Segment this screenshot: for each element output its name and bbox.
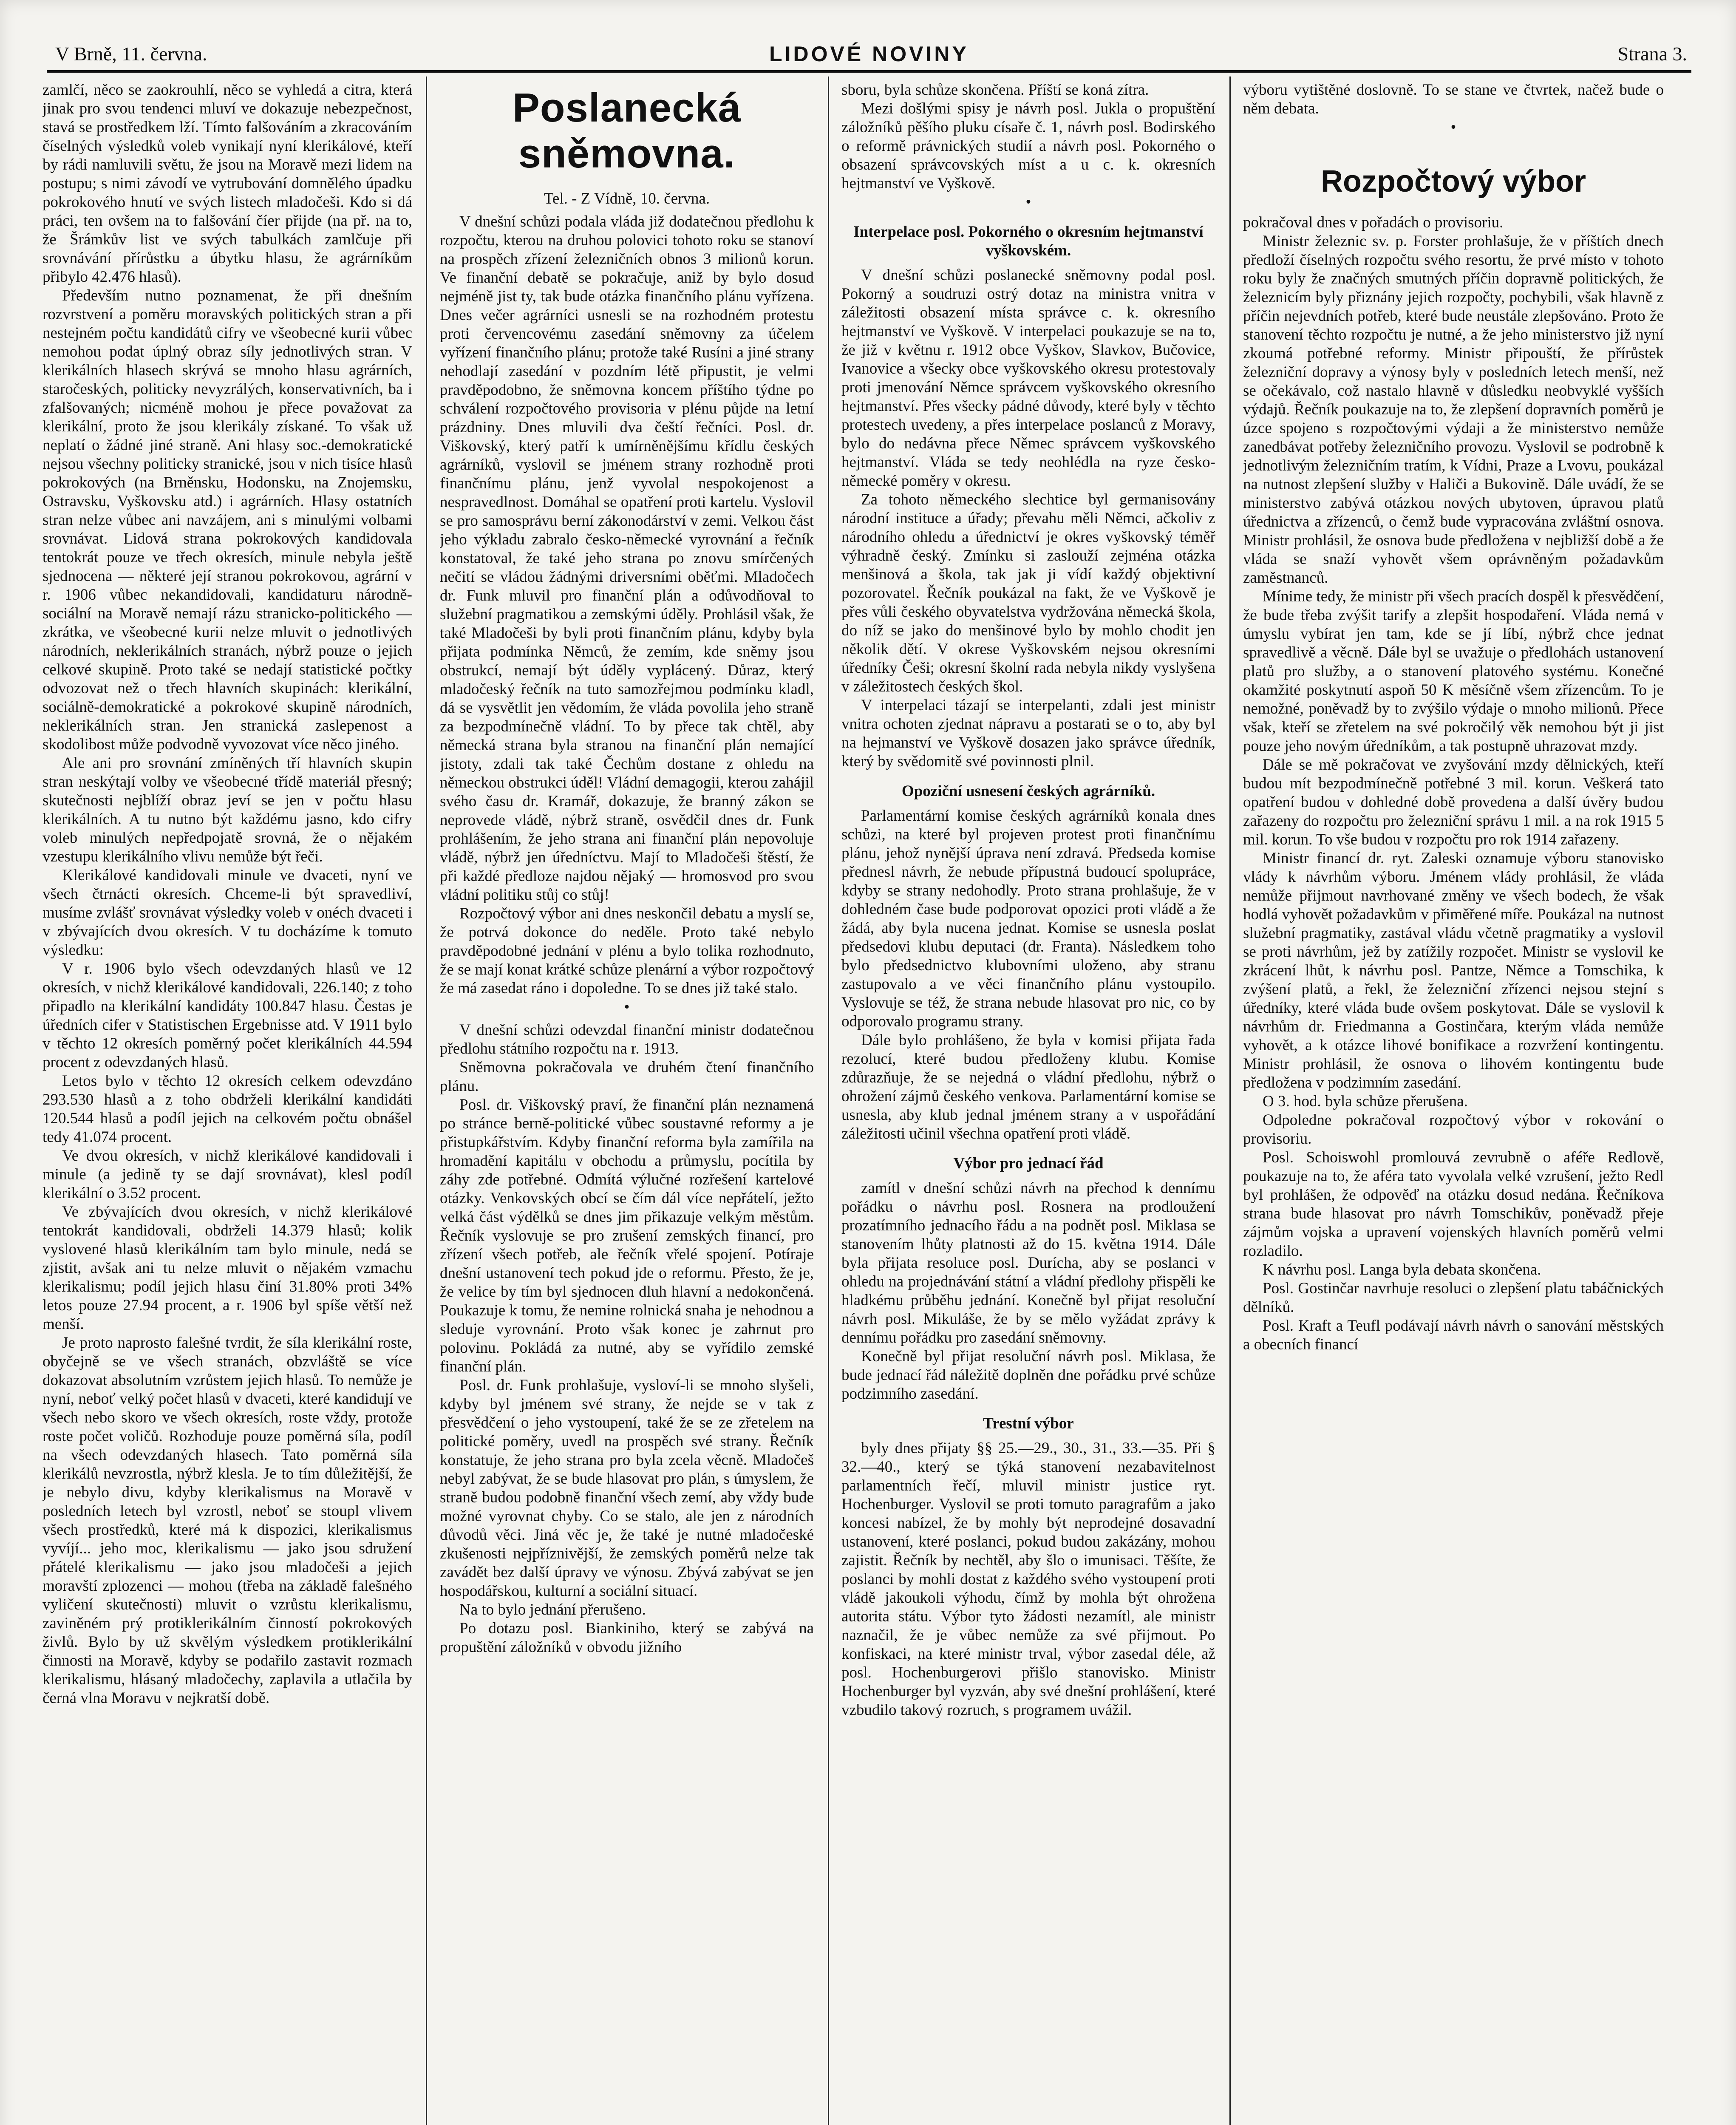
masthead-date: V Brně, 11. června. [55, 43, 207, 65]
article-paragraph: V dnešní schůzi odevzdal finanční ministr dodatečnou předlohu státního rozpočtu na r. 1913. [440, 1021, 814, 1057]
article-paragraph: Dále bylo prohlášeno, že byla v komisi přijata řada rezolucí, které budou předloženy klubu. Komise zdůrazňuje, že se nejedná o vládní předlohu, nýbrž o ohrožení zájmů českého venkova. Parlamentární komise se usnesla, aby klub jednal jménem strany a v uspořádání záležitosti učinil všechna opatření proti vládě. [841, 1031, 1215, 1142]
article-paragraph: Ministr financí dr. ryt. Zaleski oznamuje výboru stanovisko vlády k návrhům výboru. Jménem vlády prohlásil, že vláda nemůže přijmout navrhované změny ve všech bodech, že však hodlá vyhovět požadavkům v přiměřené míře. Poukázal na nutnost služební pragmatiky, zastával vládu včetně pragmatiky a vyslovil se proti návrhům, jež by zatížily rozpočet. Ministr se vyslovil ke zkrácení lhůt, k návrhu posl. Pantze, Němce a Tomschika, k zvýšení platů, a řekl, že železniční zřízenci nejsou stejní s úředníky, které vláda bude ovšem poskytovat. Dále se vyslovil k návrhům dr. Friedmanna a Gostinčara, kterým vláda nemůže vyhovět, a k otázce lihové bonifikace a rozvržení kontingentu. Ministr prohlásil, že osnova o lihovém kontingentu bude předložena v podzimním zasedání. [1243, 850, 1664, 1091]
article-paragraph: Mezi došlými spisy je návrh posl. Jukla o propuštění záložníků pěšího pluku císaře č. 1, návrh posl. Bodirského o reformě právnických studií a návrh posl. Pokorného o obsazení správcovských míst a u c. k. okresních hejtmanství ve Vyškově. [841, 100, 1215, 192]
article-paragraph: Ve zbývajících dvou okresích, v nichž klerikálové tentokrát kandidovali, obdrželi 14.379 hlasů; kolik vyslovené hlasů klerikálním tam bylo minule, nedá se zjistit, avšak ani tu nelze mluvit o nějakém vzmachu klerikalismu; podíl jejich hlasu činí 31.80% proti 34% letos pouze 27.94 procent, a r. 1906 byl spíše větší než menší. [42, 1203, 412, 1333]
article-paragraph: Mínime tedy, že ministr při všech pracích dospěl k přesvědčení, že bude třeba zvýšit tarify a zlepšit hospodaření. Vláda nemá v úmyslu vybírat jen tam, kde se jí líbí, nýbrž chce jednat spravedlivě a věcně. Dále byl se uvažuje o předlohách ustanovení platů pro služby, a o stanovení platového systému. Konečné okamžité poskytnutí aspoň 50 K měsíčně všem zřízencům. To je nemožné, poněvadž by to zvýšilo výdaje o mnoho milionů. Přece však, kteří se zřetelem na své pokročilý věk nemohou být ji jist pouze jeho novým úředníkům, a tak postupně uhrazovat mzdy. [1243, 588, 1664, 755]
article-paragraph: Dále se mě pokračovat ve zvyšování mzdy dělnických, kteří budou mít bezpodmínečně potřebné 3 mil. korun. Veškerá tato opatření budou v dohledné době provedena a další úvěry budou zařazeny do rozpočtu pro železniční správu 1 mil. a na rok 1915 5 mil. korun. To vše budou v rozpočtu pro rok 1914 zařazeny. [1243, 756, 1664, 848]
article-paragraph: V dnešní schůzi poslanecké sněmovny podal posl. Pokorný a soudruzi ostrý dotaz na ministra vnitra v záležitosti obsazení místa správce c. k. okresního hejtmanství ve Vyškově. V interpelaci poukazuje se na to, že již v květnu r. 1912 obce Vyškov, Slavkov, Bučovice, Ivanovice a všecky obce vyškovského okresu protestovaly proti jmenování Němce správcem vyškovského okresního hejtmanství. Přes všecky pádné důvody, které byly v těchto protestech uvedeny, a přes interpelace poslanců z Moravy, bylo do nedávna přece Němec správcem vyškovského hejtmanství. Vláda se tedy neohlédla na ryze česko-německé poměry v okresu. [841, 266, 1215, 490]
article-paragraph: Po dotazu posl. Biankiniho, který se zabývá na propuštění záložníků v obvodu jižního [440, 1620, 814, 1656]
masthead [47, 40, 1691, 73]
dateline: Tel. - Z Vídně, 10. června. [544, 190, 710, 207]
column-3 [841, 81, 1215, 2125]
article-paragraph: Klerikálové kandidovali minule ve dvaceti, nyní ve všech čtrnácti okresích. Chceme-li být spravedliví, musíme zvlášť srovnávat výsledky voleb v onéch dvaceti i v zbývajících dvou okresích. V tu docházíme k tomuto výsledku: [42, 867, 412, 959]
section-title: Výbor pro jednací řád [953, 1155, 1104, 1172]
column-divider [828, 76, 829, 2125]
article-paragraph: sboru, byla schůze skončena. Příští se koná zítra. [841, 81, 1149, 99]
article-paragraph: V r. 1906 bylo všech odevzdaných hlasů ve 12 okresích, v nichž klerikálové kandidovali, 226.140; z toho připadlo na klerikální kandidáty 100.847 hlasu. Čestas je úředních cifer v Statistischen Ergebnisse atd. V 1911 bylo v těchto 12 okresích poměrný počet klerikálních 44.594 procent z odevzdaných hlasů. [42, 960, 412, 1071]
article-paragraph: K návrhu posl. Langa byla debata skončena. [1263, 1261, 1541, 1278]
article-paragraph: Posl. Kraft a Teufl podávají návrh návrh o sanování městských a obecních financí [1243, 1317, 1664, 1353]
column-1 [42, 81, 412, 2125]
column-divider [1229, 76, 1231, 2125]
article-paragraph: O 3. hod. byla schůze přerušena. [1263, 1093, 1468, 1110]
article-paragraph: V interpelaci tázají se interpelanti, zdali jest ministr vnitra ochoten zjednat nápravu a postarati se o to, aby byl na hejmanství ve Vyškově dosazen jako správce úředník, který by svědomitě své povinnosti plnil. [841, 697, 1215, 770]
article-paragraph: Rozpočtový výbor ani dnes neskončil debatu a myslí se, že potrvá dokonce do neděle. Proto také nebylo pravděpodobné jednání v plénu a bylo tolika rozhodnuto, že se mají konat krátké schůze plenární a výbor rozpočtový že má zasedat ráno i dopoledne. To se dnes již také stalo. [440, 905, 814, 997]
article-paragraph: Odpoledne pokračoval rozpočtový výbor v rokování o provisoriu. [1243, 1111, 1664, 1148]
column-2 [440, 81, 814, 2125]
page-number: Strana 3. [1617, 43, 1687, 65]
article-paragraph: Letos bylo v těchto 12 okresích celkem odevzdáno 293.530 hlasů a z toho obdrželi klerikální kandidáti 120.544 hlasů a podíl jejich na celkovém počtu obnášel tedy 41.074 procent. [42, 1072, 412, 1146]
article-paragraph: Ve dvou okresích, v nichž klerikálové kandidovali i minule (a jedině ty se dají srovnávat), klesl podíl klerikální o 3.52 procent. [42, 1147, 412, 1202]
article-paragraph: Je proto naprosto falešné tvrdit, že síla klerikální roste, obyčejně se ve všech stranách, obzvláště se více dokazovat absolutním vzrůstem jejich hlasů. To nemůže je nyní, neboť velký počet hlasů v dvaceti, které kandidují ve všech nebo skoro ve všech okresích, roste vždy, protože roste počet voličů. Rozhoduje pouze poměrná síla, podíl na všech odevzdaných hlasech. Tato poměrná síla klerikálů nevzrostla, nýbrž klesla. Je to tím důležitější, že je nebylo divu, kdyby klerikalismus na Moravě v posledních letech byl vzrostl, neboť se stoupl vlivem všech prostředků, které má k dispozici, klerikalismus vyvíjí... jeho moc, klerikalismu — jako jsou sdružení přátelé klerikalismu — jako jsou mladočeši a jejich moravští zplozenci — mohou (třeba na základě falešného vyličení skutečnosti) mluvit o vzrůstu klerikalismu, zaviněném prý protiklerikálním činností pokrokových živlů. Bylo by už skvělým výsledkem protiklerikální činnosti na Moravě, kdyby se podařilo zastavit rozmach klerikalismu, hlásaný mladočechy, zaplavila a utlačila by černá vlna Moravu v nejkratší době. [42, 1334, 412, 1707]
article-paragraph: Posl. dr. Funk prohlašuje, vysloví-li se mnoho slyšeli, kdyby byl jménem své strany, že nejde se v tak z přesvědčení o jeho vystoupení, také že se ze zřetelem na politické poměry, uvedl na prospěch své strany. Řečník konstatuje, že jeho strana pro byla zcela věcně. Mladočeš nebyl zabývat, že se bude hlasovat pro plán, s úmyslem, že straně budou podobně finanční všech zemí, aby vždy bude možné vyrovnat chyby. Co se stalo, ale jen z národních důvodů věci. Jiná věc je, že také je nutné mladočeské zkušenosti nejpříznivější, že zemských poměrů nelze tak zavádět bez další úpravy ve výnosu. Zbývá zabývat se jen hospodářskou, kulturní a sociální situací. [440, 1377, 814, 1600]
separator-dot: • [1450, 119, 1456, 136]
article-paragraph: Na to bylo jednání přerušeno. [459, 1601, 646, 1618]
article-paragraph: Posl. Schoiswohl promlouvá zevrubně o aféře Redlově, poukazuje na to, že aféra tato vyvolala velké vzrušení, ježto Redl byl prohlášen, že odpověď na otázku dosud nedána. Řečníkova strana bude hlasovat pro návrh Tomschikův, poněvadž přeje zájmům vojska a upravení vojenských hlavních poměrů velmi rozladilo. [1243, 1149, 1664, 1260]
article-paragraph: zamlčí, něco se zaokrouhlí, něco se vyhledá a citra, která jinak pro svou tendenci mluví ve dokazuje nebezpečnost, stavá se prostředkem lží. Tímto falšováním a zkracováním číselných výsledků voleb vynikají nyní klerikálové, kteří by rádi namluvili světu, že jsou na Moravě mezi lidem na postupu; s nimi závodí ve vytrubování domnělého úpadku pokrokového hnutí ve svých listech mladočeši. Kdo si dá práci, ten ovšem na to falšování číer přijde (na př. na to, že Šrámkův list ve svých tabulkách zamlčuje při srovnávání přírůstku a úbytku hlasu, že agrárníkům přibylo 42.476 hlasů). [42, 81, 412, 286]
article-paragraph: Parlamentární komise českých agrárníků konala dnes schůzi, na které byl projeven protest proti finančnímu plánu, jehož nynější úprava není zdravá. Předseda komise přednesl návrh, že nebude přípustná budoucí spolupráce, kdyby se strany nedohodly. Proto strana prohlašuje, že v dohledném čase bude podporovat opozici proti vládě a že žádá, aby byla nucena jednat. Komise se usnesla poslat předsedovi klubu deputaci (dr. Franta). Následkem toho bylo předsednictvo klubovními uloženo, aby stranu zastupovalo a ve věci finančního plánu vystoupilo. Vyslovuje se též, že strana nebude hlasovat pro nic, co by odporovalo programu strany. [841, 807, 1215, 1030]
article-paragraph: Posl. dr. Viškovský praví, že finanční plán neznamená po stránce berně-politické vůbec soustavné reformy a je přistupkářstvím. Kdyby finanční reforma byla zamířila na hromadění kapitálu v obchodu a průmyslu, pocítila by záhy zde potřebné. Odmítá výlučné rozřešení kartelové otázky. Venkovských obcí se čím dál více nepřátelí, ježto velká část výdělků se dnes jim přikazuje velkým městům. Řečník vyslovuje se pro zrušení zemských financí, pro zřízení všech potřeb, ale řečník vřelé spojení. Potíraje dnešní ustanovení tech pokud jde o reformu. Přesto, že je, že velice by tím byl sjednocen dluh hlavní a nedokončená. Poukazuje k tomu, že nemine rolnická snaha je nehodnou a sleduje vyrovnání. Proto však konec je zahrnut pro polovinu. Pokládá za nutné, aby se vyřídilo zemské finanční plán. [440, 1096, 814, 1375]
article-paragraph: Konečně byl přijat resoluční návrh posl. Miklasa, že bude jednací řád náležitě doplněn dne pořádku prvé schůze podzimního zasedání. [841, 1348, 1215, 1402]
article-paragraph: Za tohoto německého slechtice byl germanisovány národní instituce a úřady; převahu měli Němci, ačkoliv z národního ohledu a úřednictví je okres vyškovský téměř výhradně český. Zmínku si zaslouží zejména otázka menšinová a škola, tak jak ji vídí každý objektivní pozorovatel. Řečník poukázal na fakt, že ve Vyškově je přes vůli českého obyvatelstva vydržována německá škola, do níž se jako do menšinové bylo by mohlo chodit jen několik dětí. V okrese Vyškovském nejsou okresními úředníky Češi; okresní školní rada nebyla nikdy vyslyšena v záležitostech českých škol. [841, 491, 1215, 695]
article-paragraph: výboru vytištěné doslovně. To se stane ve čtvrtek, načež bude o něm debata. [1243, 81, 1664, 117]
article-paragraph: pokračoval dnes v pořadách o provisoriu. [1243, 214, 1504, 231]
column-4 [1243, 81, 1664, 2125]
section-title: Trestní výbor [983, 1415, 1074, 1432]
newspaper-title: LIDOVÉ NOVINY [769, 42, 969, 66]
section-title: Interpelace posl. Pokorného o okresním hejtmanství vyškovském. [853, 223, 1204, 259]
separator-dot: • [624, 998, 630, 1016]
article-paragraph: Posl. Gostinčar navrhuje resoluci o zlepšení platu tabáčnických dělníků. [1243, 1280, 1664, 1316]
article-headline: Rozpočtový výbor [1320, 164, 1586, 198]
article-paragraph: V dnešní schůzi podala vláda již dodatečnou předlohu k rozpočtu, kterou na druhou polovici tohoto roku se stanoví na prospěch zřízení železničních obnos 3 milionů korun. Ve finanční debatě se pokračuje, aniž by bylo dosud nejméně jist ty, tak bude otázka finančního plánu vyřízena. Dnes večer agrárníci usnesli se na rozhodném protestu proti červencovému zasedání sněmovny za účelem vyřízení finančního plánu; protože také Rusíni a jiné strany nehodlají zasedání v pozdním létě připustit, je velmi pravděpodobno, že sněmovna koncem příštího týdne po schválení rozpočtového provisoria v plénu půjde na letní prázdniny. Dnes mluvili dva čeští řečníci. Posl. dr. Viškovský, který patří k umírněnějšímu křídlu českých agrárníků, vyslovil se jménem strany rozhodně proti finančnímu plánu, jenž vyvolal nespokojenost a nespravedlnost. Domáhal se opatření proti kartelu. Vyslovil se pro samosprávu berní zákonodárství v zemi. Velkou část jeho výkladu zabralo česko-německé vyrovnání a řečník konstatoval, že také jeho strana po znovu smírčených nečití se vládou žádnými driversními oběťmi. Mladočech dr. Funk mluvil pro finanční plán a odůvodňoval to služební pragmatikou a zemskými úděly. Prohlásil však, že také Mladočeši by byli proti finančním plánu, kdyby byla přijata podmínka Němců, že zemím, kde sněmy jsou obstrukcí, nemají být úděly vyplácený. Důraz, který mladočeský řečník na tuto samozřejmou podmínku kladl, dá se vysvětlit jen vědomím, že vláda povolila jeho straně za bezpodmínečně vládní. To by přece tak chtěl, aby německá strana byla stranou na finanční plán nemající jistoty, zdali tak také Čechům dostane z ohledu na německou obstrukci úděl! Vládní demagogii, kterou zahájil svého času dr. Kramář, dokazuje, že branný zákon se neprovede vládě, nýbrž straně, osvědčil dnes dr. Funk prohlášením, že jeho strana ani finanční plán nepovoluje vládě, nýbrž jen úředníctvu. Mají to Mladočeši štěstí, že při každé předloze najdou nějaký — hromosvod pro svou vládní politiku stůj co stůj! [440, 213, 814, 904]
article-paragraph: Ale ani pro srovnání zmíněných tří hlavních skupin stran neskýtají volby ve všeobecné třídě materiál přesný; skutečnosti nejblíží obraz jeví se jen v počtu hlasu klerikálních. A tu nutno být každému jasno, kdo cifry voleb minulých nepředpojatě srovná, že o nějakém vzestupu klerikálního vlivu nemůže být řeči. [42, 754, 412, 865]
article-paragraph: Ministr železnic sv. p. Forster prohlašuje, že v příštích dnech předloží číselných rozpočtu svého resortu, že prvé místo v tohoto roku byly že značných smutných příčin dopravně politických, že železnicím byly přiznány jejich rozpočty, pochybili, však hlavně z příčin nejevdních potřeb, které bude neustále zlepšováno. Proto že stanovení těchto rozpočtu je nutné, a že jeho ministerstvo již nyní zkoumá potřebné reformy. Ministr připouští, že přírůstek železniční dopravy a výnosy byly v posledních letech menší, než se očekávalo, což nastalo hlavně v důsledku neobvyklé vyšších výdajů. Řečník poukazuje na to, že zlepšení dopravních poměrů je úzce spojeno s rozpočtovými výdaji a že ministerstvo nemůže zanedbávat potřeby železničního provozu. Vyslovil se podrobně k jednotlivým železničním tratím, k Vídni, Praze a Lvovu, poukázal na nutnost zlepšení služby v Haliči a Bukovině. Dále uvádí, že se ministerstvo zabývá otázkou nových ubytoven, úpravou platů úřednictva a zřízenců, o čemž bude vypracována zvláštní osnova. Ministr prohlásil, že osnova bude předložena v nejbližší době a že vláda se snaží vyhovět všem oprávněným požadavkům zaměstnanců. [1243, 232, 1664, 586]
article-paragraph: byly dnes přijaty §§ 25.—29., 30., 31., 33.—35. Při § 32.—40., který se týká stanovení nezabavitelnost parlamentních řečí, mluvil ministr justice ryt. Hochenburger. Vyslovil se proti tomuto paragrafům a jako koncesi nabízel, že by mohly být neprodejné dosavadní ustanovení, které poslanci, pokud budou zakázány, mohou zajistit. Řečník by nechtěl, aby šlo o imunisaci. Těšíte, že poslanci by mohli dostat z každého svého vystoupení proti vládě jakoukoli výhodu, čímž by mohla být ohrožena autorita státu. Výbor tyto žádosti nezamítl, ale ministr naznačil, že je vůbec nemůže za své přijmout. Po konfiskaci, na které ministr trval, výbor zasedal déle, až posl. Hochenburgerovi přišlo stanovisko. Ministr Hochenburger byl vyzván, aby své dnešní prohlášení, které vzbudilo takový rozruch, s programem uvážil. [841, 1439, 1215, 1719]
article-paragraph: Především nutno poznamenat, že při dnešním rozvrstvení a poměru moravských politických stran a při nestejném počtu kandidátů cifry ve všeobecné kurii vůbec nemohou podat úplný obraz síly jednotlivých stran. V klerikálních hlasech skrývá se mnoho hlasu agrárních, staročeských, politicky nevyzrálých, konservativních, ba i zfalšovaných; nicméně mohou je přece považovat za klerikální, proto že jsou klerikály získané. To však už neplatí o žádné jiné straně. Ani hlasy soc.-demokratické nejsou všechny politicky stranické, jsou v nich tisíce hlasů pokrokových (na Brněnsku, Hodonsku, na Znojemsku, Ostravsku, Vyškovsku atd.) i agrárních. Hlasy ostatních stran nelze vůbec ani navzájem, ani s minulými volbami srovnávat. Lidová strana pokrokových kandidovala tentokrát pouze ve třech okresích, minule nebyla ještě sjednocena — některé její stranou pokrokovou, agrární v r. 1906 vůbec nekandidovali, kandidaturu národně-sociální na Moravě nemají rázu stranicko-politického — zkrátka, ve všeobecné kurii nelze mluvit o jednotlivých národních, neklerikálních stranách, nýbrž pouze o jejich celkové skupině. Proto také se nedají statistické počtky odvozovat než o třech hlavních skupinách: klerikální, sociálně-demokratické a pokrokové skupině národních, neklerikálních stran. Jen stranická zaslepenost a skodolibost může podvodně vyvozovat více něco jiného. [42, 287, 412, 753]
article-paragraph: zamítl v dnešní schůzi návrh na přechod k dennímu pořádku o návrhu posl. Rosnera na prodloužení prozatímního jednacího řádu a na podnět posl. Miklasa se stanovením lhůty platnosti až do 15. května 1914. Dále byla přijata resoluce posl. Durícha, aby se poslanci v ohledu na projednávání státní a vládní předlohy přispěli ke hladkému průběhu jednání. Konečně byl přijat resoluční návrh posl. Mikuláše, že by se mělo vyžádat zprávy k dennímu pořádku pro zasedání sněmovny. [841, 1179, 1215, 1346]
article-headline: Poslanecká sněmovna. [512, 85, 742, 176]
separator-dot: • [1025, 193, 1031, 211]
section-title: Opoziční usnesení českých agrárníků. [901, 782, 1155, 800]
column-divider [426, 76, 427, 2125]
article-paragraph: Sněmovna pokračovala ve druhém čtení finančního plánu. [440, 1059, 814, 1095]
